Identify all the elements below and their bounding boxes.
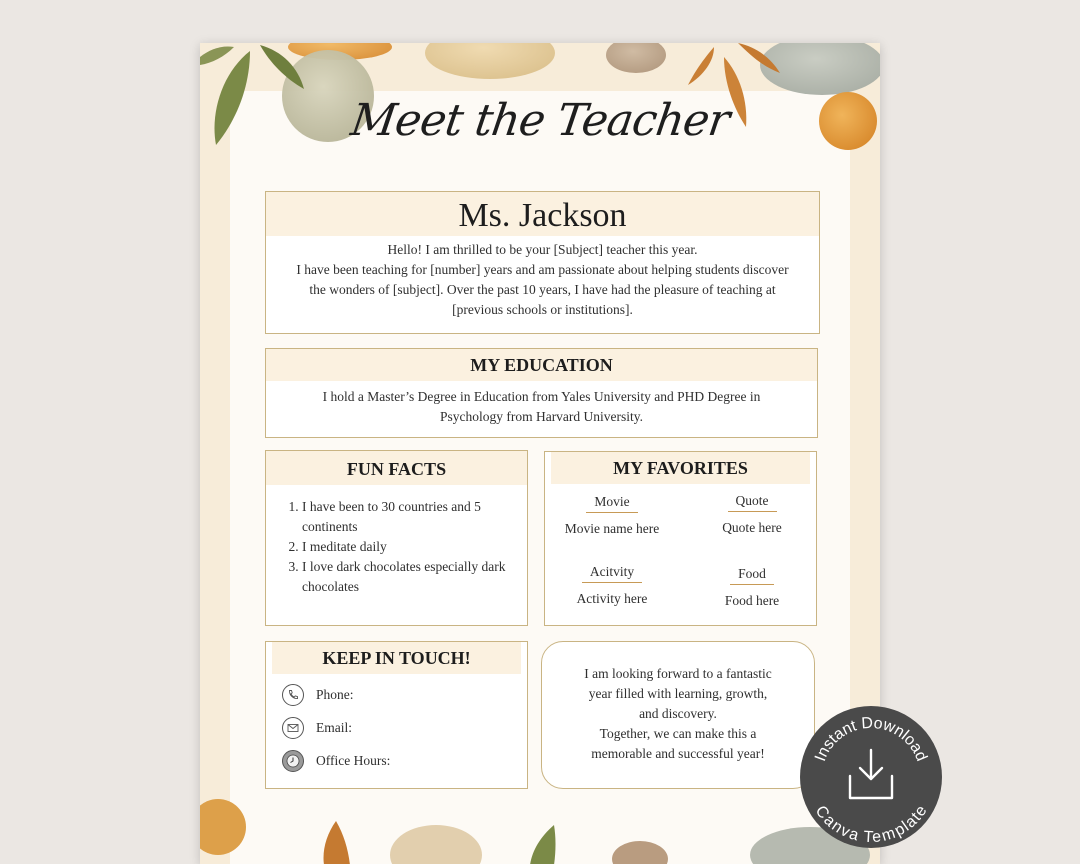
favorite-movie bbox=[547, 494, 677, 537]
list-item: 3. I love dark chocolates especially dark chocolates bbox=[302, 557, 522, 597]
favorites-card bbox=[544, 451, 817, 626]
favorites-heading: MY FAVORITES bbox=[551, 452, 810, 484]
contact-phone bbox=[282, 682, 354, 708]
education-card bbox=[265, 348, 818, 438]
closing-line: and discovery. bbox=[639, 706, 717, 721]
fun-facts-heading: FUN FACTS bbox=[266, 451, 527, 485]
education-line: Psychology from Harvard University. bbox=[439, 409, 644, 424]
favorite-value: Activity here bbox=[576, 591, 648, 606]
intro-text bbox=[266, 240, 819, 320]
favorite-label: Acitvity bbox=[582, 564, 642, 583]
intro-line: the wonders of [subject]. Over the past 10 years, I have had the pleasure of teaching at bbox=[309, 282, 776, 297]
mail-icon bbox=[282, 717, 304, 739]
closing-message-card bbox=[541, 641, 815, 789]
intro-line: I have been teaching for [number] years and am passionate about helping students discover bbox=[296, 262, 789, 277]
education-text bbox=[266, 387, 817, 427]
svg-text:Canva Template bbox=[811, 803, 930, 847]
download-icon bbox=[850, 750, 892, 798]
intro-card bbox=[265, 191, 820, 334]
clock-icon bbox=[282, 750, 304, 772]
favorite-value: Quote here bbox=[722, 520, 782, 535]
closing-line: I am looking forward to a fantastic bbox=[584, 666, 772, 681]
contact-label: Office Hours: bbox=[316, 753, 391, 768]
intro-line: [previous schools or institutions]. bbox=[452, 302, 633, 317]
bottom-watercolor-decoration bbox=[200, 785, 880, 864]
closing-line: memorable and successful year! bbox=[591, 746, 765, 761]
template-sheet bbox=[200, 43, 880, 864]
contact-label: Phone: bbox=[316, 687, 354, 702]
contact-heading: KEEP IN TOUCH! bbox=[272, 642, 521, 674]
favorite-label: Quote bbox=[728, 493, 777, 512]
contact-office-hours bbox=[282, 748, 390, 774]
fun-facts-list bbox=[266, 497, 522, 597]
favorite-activity bbox=[547, 564, 677, 607]
teacher-name: Ms. Jackson bbox=[266, 192, 819, 236]
badge-top-text: Instant Download bbox=[812, 714, 930, 764]
favorite-label: Movie bbox=[586, 494, 637, 513]
badge-graphic bbox=[800, 706, 942, 848]
list-item: 1. I have been to 30 countries and 5 continents bbox=[302, 497, 522, 537]
contact-email bbox=[282, 715, 352, 741]
favorite-food bbox=[687, 566, 817, 609]
contact-label: Email: bbox=[316, 720, 352, 735]
education-heading: MY EDUCATION bbox=[266, 349, 817, 381]
badge-bottom-text: Canva Template bbox=[811, 802, 931, 847]
favorite-value: Food here bbox=[724, 593, 780, 608]
instant-download-badge bbox=[800, 706, 942, 848]
phone-icon bbox=[282, 684, 304, 706]
favorite-quote bbox=[687, 493, 817, 536]
education-line: I hold a Master’s Degree in Education from Yales University and PHD Degree in bbox=[322, 389, 761, 404]
closing-line: Together, we can make this a bbox=[599, 726, 757, 741]
closing-line: year filled with learning, growth, bbox=[588, 686, 768, 701]
intro-line: Hello! I am thrilled to be your [Subject] teacher this year. bbox=[387, 242, 698, 257]
contact-card bbox=[265, 641, 528, 789]
fun-facts-card bbox=[265, 450, 528, 626]
favorite-value: Movie name here bbox=[564, 521, 660, 536]
closing-text bbox=[542, 664, 814, 764]
favorite-label: Food bbox=[730, 566, 774, 585]
page-title: Meet the Teacher bbox=[347, 95, 733, 146]
list-item: 2. I meditate daily bbox=[302, 537, 522, 557]
